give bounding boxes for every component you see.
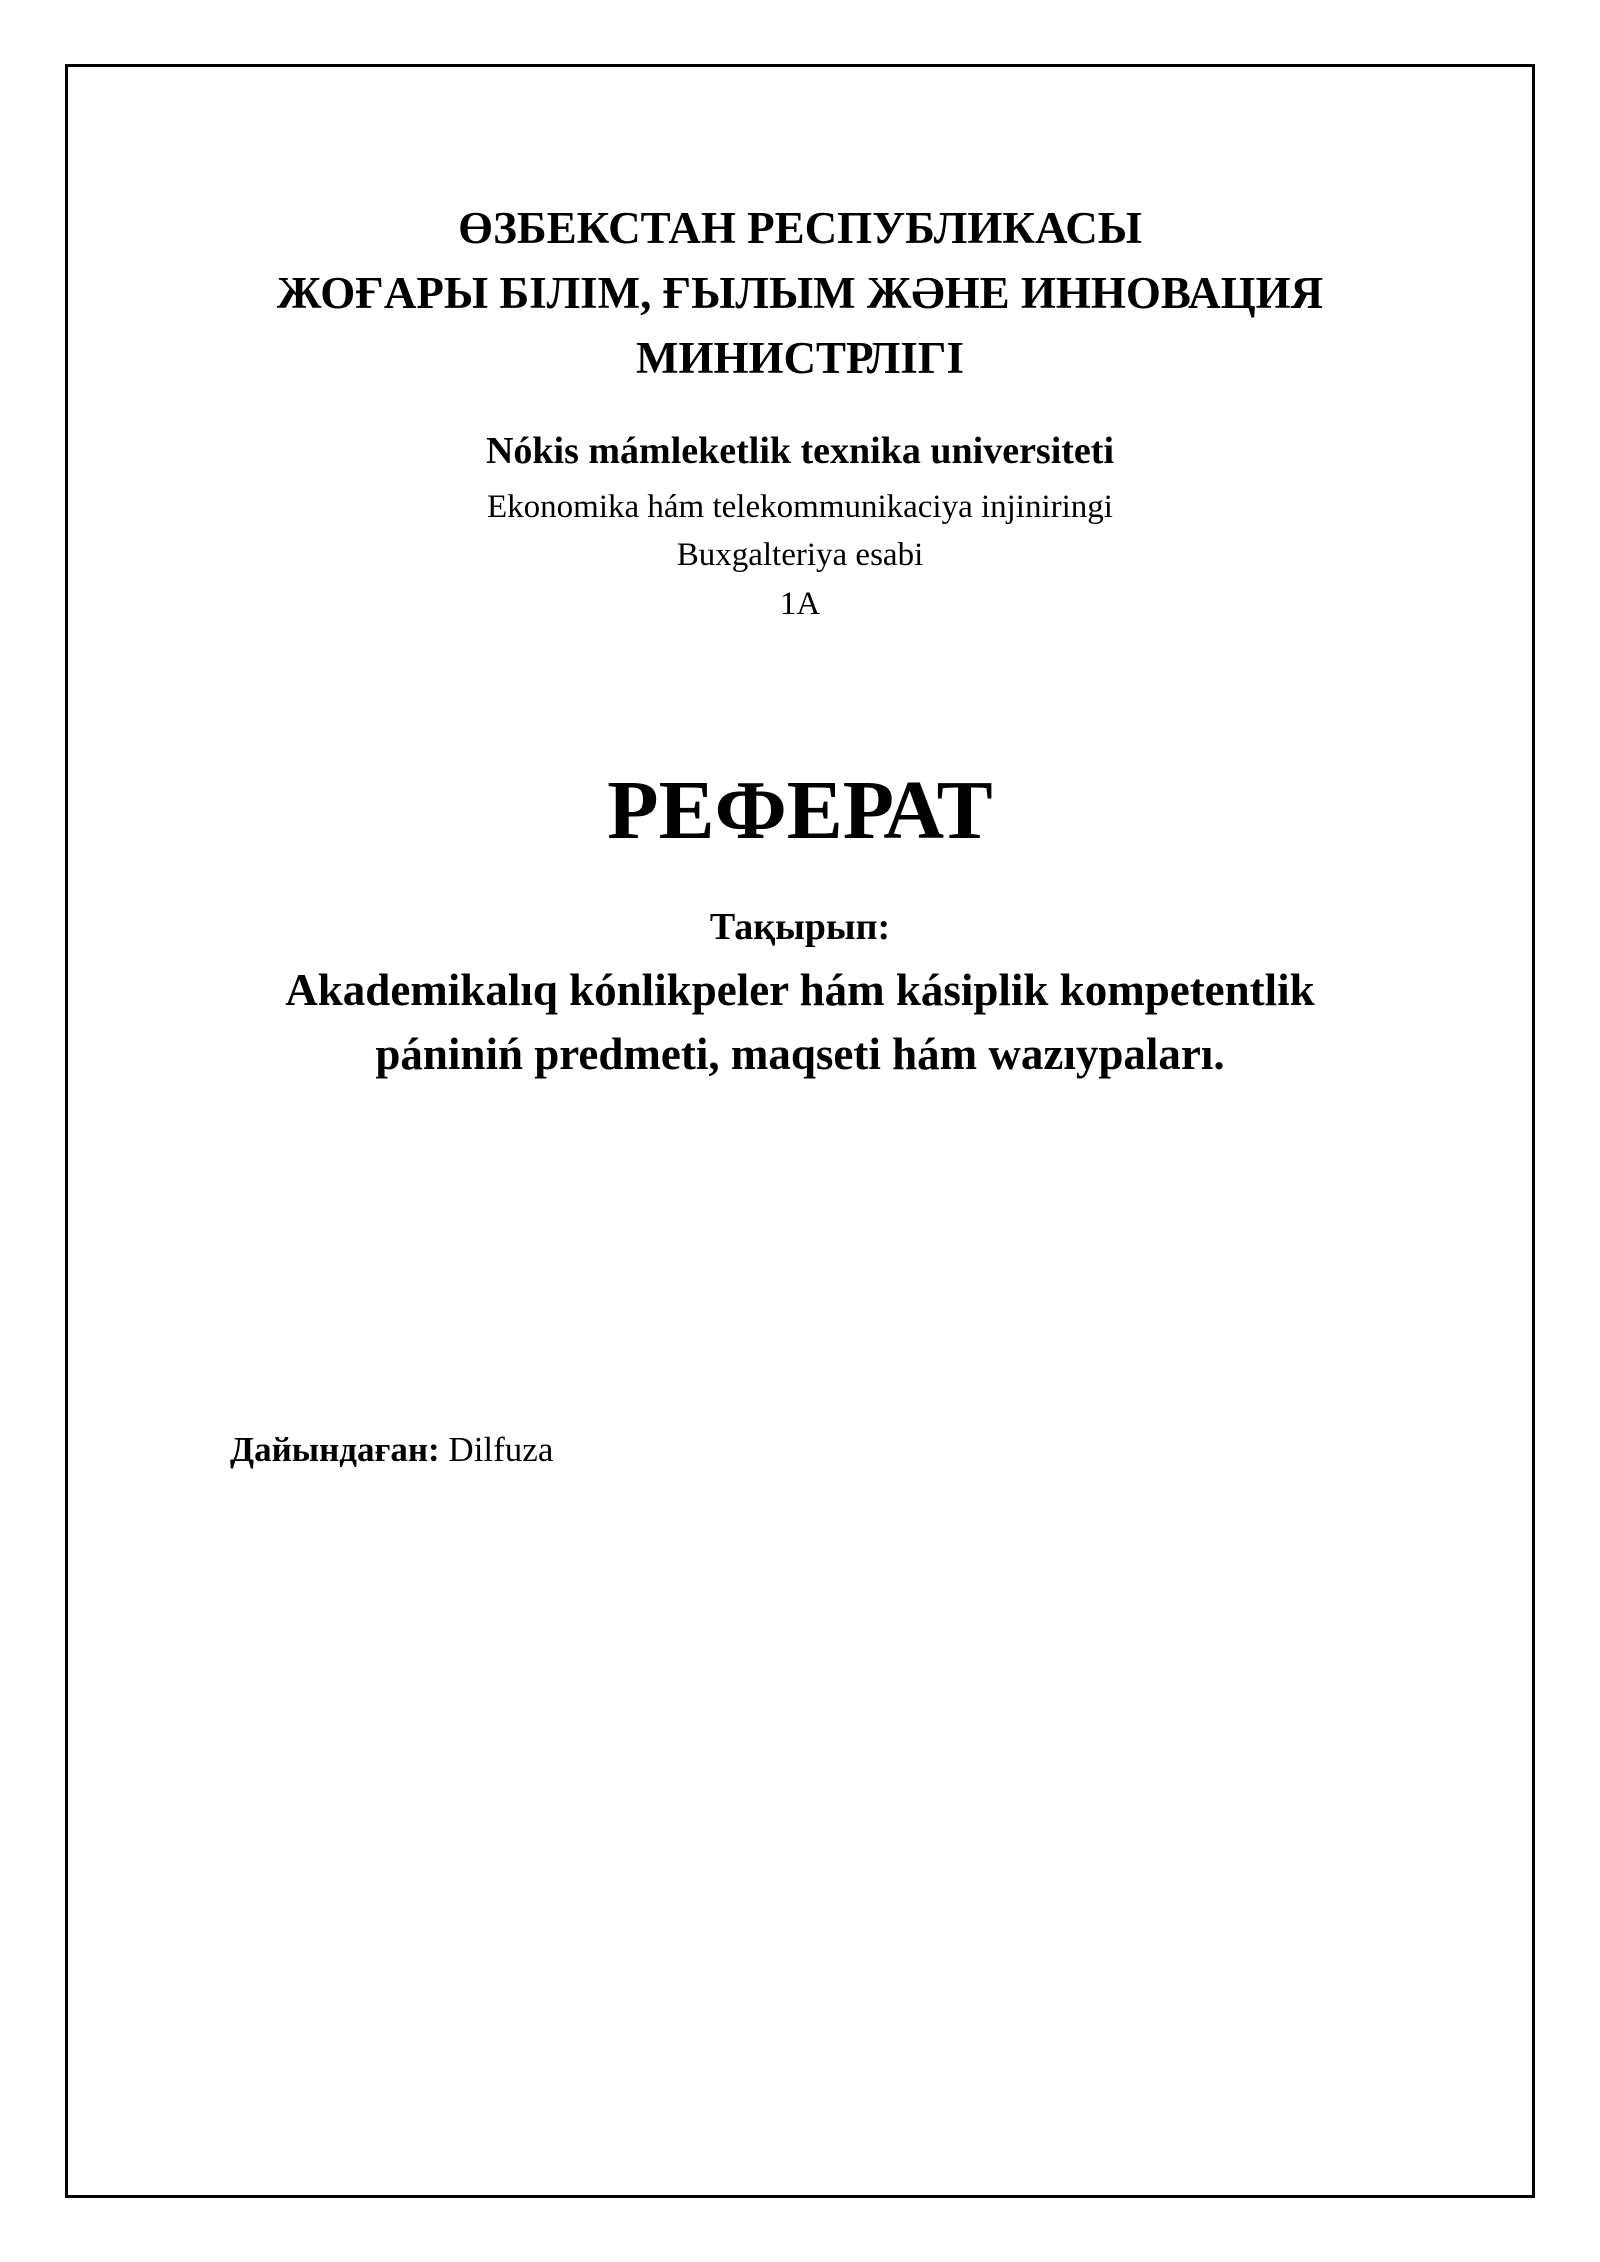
group-name: 1A — [779, 586, 821, 622]
ministry-line-1: ӨЗБЕКСТАН РЕСПУБЛИКАСЫ — [458, 203, 1142, 253]
document-type-title: РЕФЕРАТ — [607, 764, 993, 857]
topic-line-1: Akademikalıq kónlikpeler hám kásiplik kompetentlik — [285, 965, 1315, 1015]
ministry-line-2: ЖОҒАРЫ БІЛІМ, ҒЫЛЫМ ЖӘНЕ ИННОВАЦИЯ — [276, 268, 1324, 318]
faculty-name: Ekonomika hám telekommunikaciya injiniringi — [487, 489, 1113, 525]
ministry-line-3: МИНИСТРЛІГІ — [636, 333, 964, 383]
prepared-by-label: Дайындаған: — [230, 1430, 440, 1469]
prepared-by — [230, 1425, 553, 1475]
author-name: Dilfuza — [448, 1430, 554, 1469]
topic-label: Тақырып: — [709, 906, 891, 948]
topic-line-2: pániniń predmeti, maqseti hám wazıypaları. — [375, 1029, 1225, 1079]
ministry-heading — [65, 196, 1535, 391]
department-name: Buxgalteriya esabi — [676, 537, 924, 573]
university-name: Nókis mámleketlik texnika universiteti — [485, 430, 1115, 472]
topic-title — [65, 958, 1535, 1086]
